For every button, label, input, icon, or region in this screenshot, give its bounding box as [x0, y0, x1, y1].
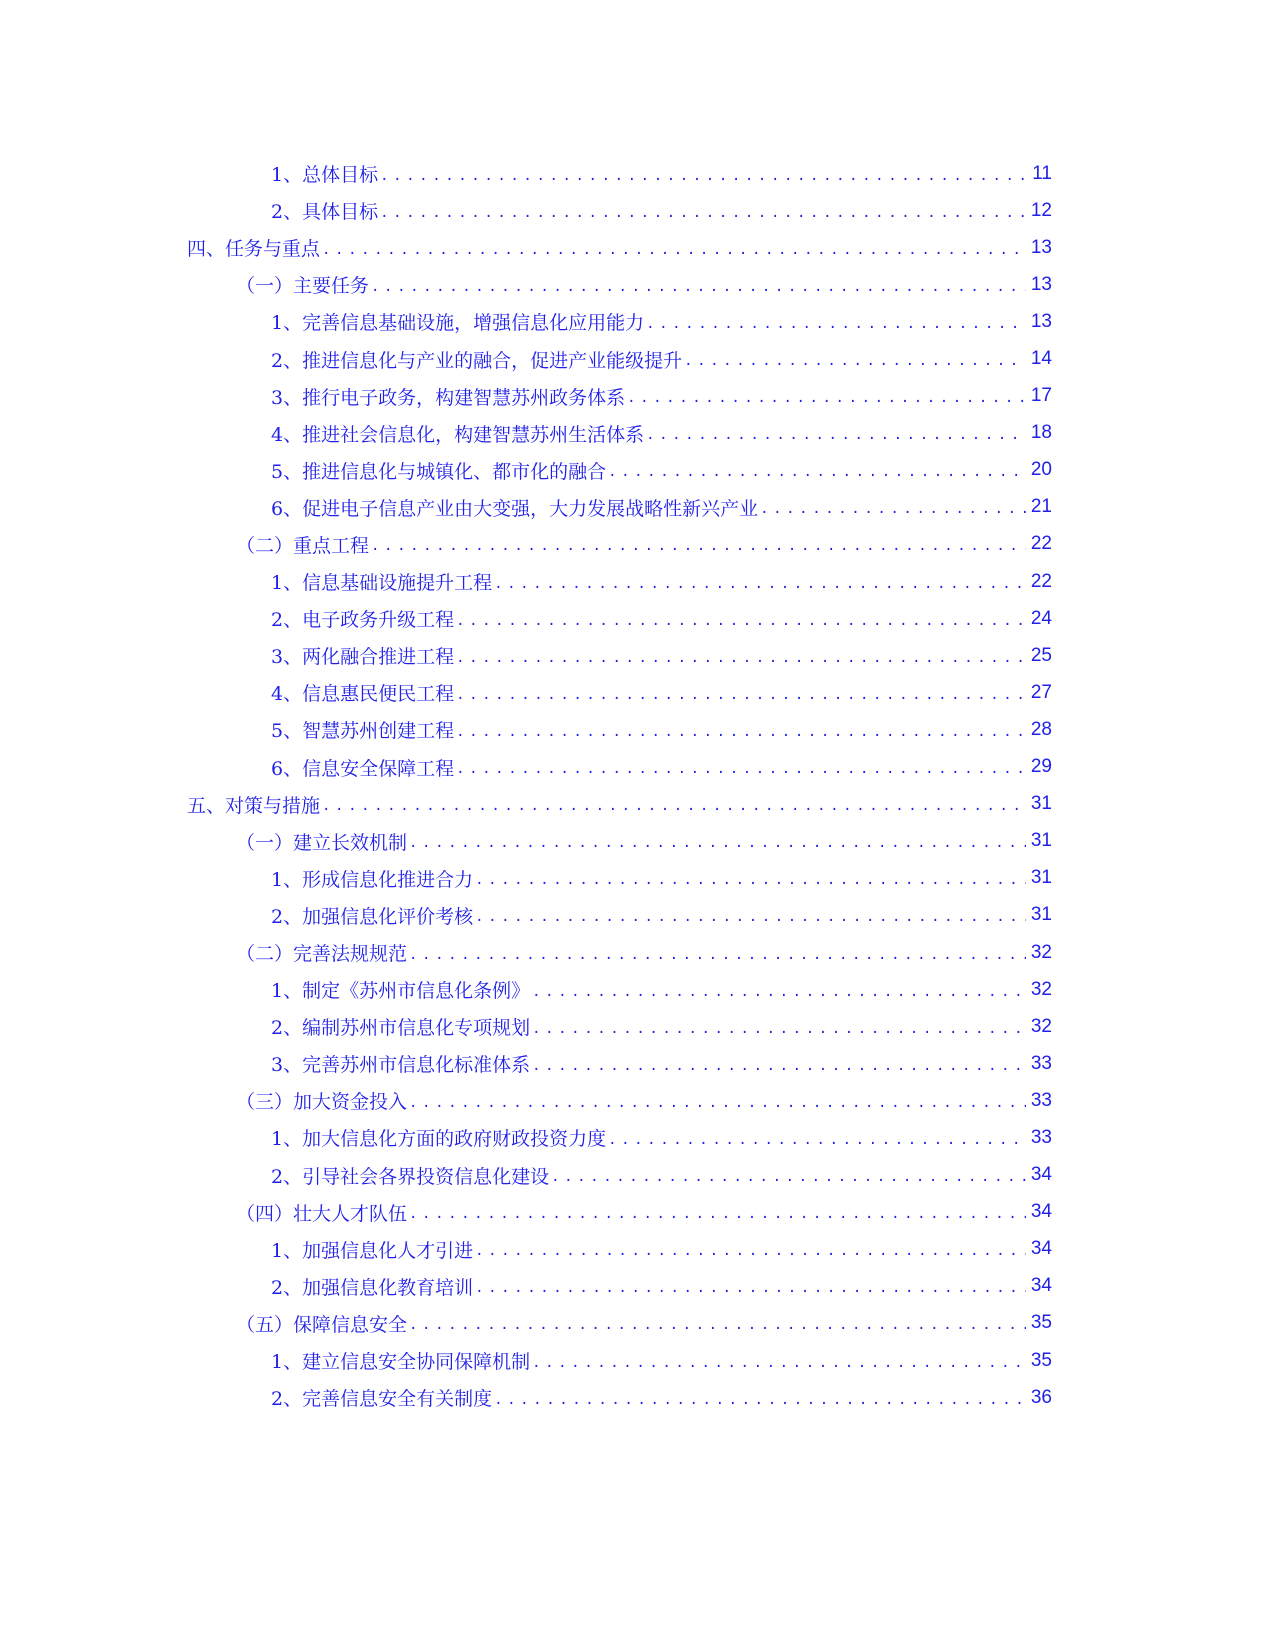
toc-entry-page-number: 36 [1030, 1386, 1052, 1408]
toc-entry-title: 1、加大信息化方面的政府财政投资力度 [271, 1128, 607, 1151]
toc-entry[interactable] [0, 637, 1052, 674]
toc-entry-title: 3、两化融合推进工程 [271, 646, 455, 669]
toc-entry-page-number: 20 [1030, 459, 1052, 481]
toc-entry-title: 2、加强信息化评价考核 [271, 905, 474, 928]
toc-entry-page-number: 33 [1030, 1126, 1052, 1148]
toc-entry-page-number: 27 [1030, 681, 1052, 703]
toc-dot-leader [684, 354, 1026, 368]
toc-entry-title: （一）建立长效机制 [236, 831, 408, 854]
toc-dot-leader [532, 1356, 1026, 1370]
toc-entry-title: 2、引导社会各界投资信息化建设 [271, 1165, 550, 1188]
toc-entry-title: 五、对策与措施 [187, 794, 321, 817]
toc-entry-page-number: 31 [1030, 793, 1052, 815]
toc-dot-leader [322, 799, 1026, 813]
toc-entry-title: 4、推进社会信息化，构建智慧苏州生活体系 [271, 423, 645, 446]
toc-entry-page-number: 33 [1030, 1052, 1052, 1074]
toc-dot-leader [627, 391, 1026, 405]
toc-dot-leader [608, 465, 1026, 479]
toc-entry[interactable] [0, 860, 1052, 897]
toc-dot-leader [371, 280, 1026, 294]
toc-entry[interactable] [0, 823, 1052, 860]
toc-entry-title: 1、信息基础设施提升工程 [271, 572, 493, 595]
toc-entry[interactable] [0, 711, 1052, 748]
toc-entry-page-number: 29 [1030, 756, 1052, 778]
toc-dot-leader [475, 1244, 1026, 1258]
toc-entry-page-number: 21 [1030, 496, 1052, 518]
toc-entry[interactable] [0, 378, 1052, 415]
toc-entry-page-number: 32 [1030, 941, 1052, 963]
toc-dot-leader [475, 910, 1026, 924]
toc-entry[interactable] [0, 786, 1052, 823]
toc-entry[interactable] [0, 1305, 1052, 1342]
toc-entry[interactable] [0, 1342, 1052, 1379]
toc-entry-title: （一）主要任务 [236, 275, 370, 298]
toc-dot-leader [475, 873, 1026, 887]
toc-entry-title: 2、电子政务升级工程 [271, 609, 455, 632]
toc-entry[interactable] [0, 192, 1052, 229]
toc-entry-page-number: 13 [1030, 236, 1052, 258]
toc-entry-title: （四）壮大人才队伍 [236, 1202, 408, 1225]
toc-entry[interactable] [0, 1045, 1052, 1082]
toc-entry-title: （三）加大资金投入 [236, 1091, 408, 1114]
toc-entry-title: 1、完善信息基础设施，增强信息化应用能力 [271, 312, 645, 335]
toc-entry[interactable] [0, 340, 1052, 377]
toc-dot-leader [371, 539, 1026, 553]
toc-dot-leader [532, 1022, 1026, 1036]
toc-entry[interactable] [0, 303, 1052, 340]
toc-entry-page-number: 12 [1030, 199, 1052, 221]
toc-dot-leader [456, 651, 1026, 665]
toc-entry[interactable] [0, 971, 1052, 1008]
toc-entry[interactable] [0, 897, 1052, 934]
toc-dot-leader [551, 1170, 1026, 1184]
toc-entry-title: 四、任务与重点 [187, 238, 321, 261]
toc-entry-page-number: 31 [1030, 867, 1052, 889]
toc-entry-title: 1、总体目标 [271, 164, 379, 187]
toc-entry[interactable] [0, 1194, 1052, 1231]
toc-entry[interactable] [0, 1119, 1052, 1156]
toc-entry-title: 4、信息惠民便民工程 [271, 683, 455, 706]
toc-entry-page-number: 13 [1030, 310, 1052, 332]
toc-entry[interactable] [0, 155, 1052, 192]
toc-entry[interactable] [0, 749, 1052, 786]
toc-dot-leader [532, 1059, 1026, 1073]
toc-entry-page-number: 34 [1030, 1164, 1052, 1186]
toc-dot-leader [608, 1133, 1026, 1147]
toc-entry-title: 2、完善信息安全有关制度 [271, 1388, 493, 1411]
toc-entry-title: 2、编制苏州市信息化专项规划 [271, 1017, 531, 1040]
table-of-contents [0, 155, 1275, 1416]
toc-dot-leader [494, 1393, 1026, 1407]
toc-dot-leader [532, 985, 1026, 999]
toc-entry-title: 1、制定《苏州市信息化条例》 [271, 980, 531, 1003]
toc-entry-title: 5、推进信息化与城镇化、都市化的融合 [271, 460, 607, 483]
toc-entry-page-number: 14 [1030, 348, 1052, 370]
toc-dot-leader [456, 614, 1026, 628]
toc-entry-title: 3、完善苏州市信息化标准体系 [271, 1054, 531, 1077]
toc-entry-page-number: 31 [1030, 830, 1052, 852]
toc-entry-title: 2、具体目标 [271, 201, 379, 224]
toc-entry[interactable] [0, 674, 1052, 711]
toc-entry-title: （二）完善法规规范 [236, 943, 408, 966]
toc-dot-leader [380, 206, 1026, 220]
toc-entry-page-number: 31 [1030, 904, 1052, 926]
toc-entry-page-number: 22 [1030, 570, 1052, 592]
toc-entry-page-number: 34 [1030, 1238, 1052, 1260]
toc-entry-page-number: 35 [1030, 1349, 1052, 1371]
toc-entry[interactable] [0, 415, 1052, 452]
toc-dot-leader [475, 1281, 1026, 1295]
toc-entry-page-number: 22 [1030, 533, 1052, 555]
toc-dot-leader [456, 762, 1026, 776]
toc-entry-page-number: 13 [1030, 273, 1052, 295]
toc-entry-title: （五）保障信息安全 [236, 1313, 408, 1336]
toc-entry-title: 2、推进信息化与产业的融合，促进产业能级提升 [271, 349, 683, 372]
toc-entry-page-number: 24 [1030, 607, 1052, 629]
toc-dot-leader [409, 948, 1026, 962]
toc-entry-title: 1、形成信息化推进合力 [271, 868, 474, 891]
toc-dot-leader [456, 725, 1026, 739]
toc-entry-page-number: 32 [1030, 978, 1052, 1000]
toc-entry-title: 5、智慧苏州创建工程 [271, 720, 455, 743]
toc-dot-leader [646, 428, 1026, 442]
toc-dot-leader [456, 688, 1026, 702]
toc-entry[interactable] [0, 934, 1052, 971]
toc-entry-title: 1、加强信息化人才引进 [271, 1239, 474, 1262]
toc-entry-page-number: 17 [1030, 385, 1052, 407]
toc-entry[interactable] [0, 489, 1052, 526]
toc-entry[interactable] [0, 1268, 1052, 1305]
toc-entry-page-number: 11 [1032, 162, 1052, 184]
toc-entry-page-number: 35 [1030, 1312, 1052, 1334]
toc-entry[interactable] [0, 1157, 1052, 1194]
toc-dot-leader [322, 243, 1026, 257]
toc-entry-title: 3、推行电子政务，构建智慧苏州政务体系 [271, 386, 626, 409]
toc-entry[interactable] [0, 600, 1052, 637]
toc-dot-leader [409, 1207, 1026, 1221]
toc-entry[interactable] [0, 1008, 1052, 1045]
toc-entry-page-number: 28 [1030, 718, 1052, 740]
toc-entry-title: （二）重点工程 [236, 534, 370, 557]
toc-entry-title: 6、信息安全保障工程 [271, 757, 455, 780]
toc-entry[interactable] [0, 563, 1052, 600]
toc-dot-leader [409, 1318, 1026, 1332]
toc-entry[interactable] [0, 452, 1052, 489]
toc-entry[interactable] [0, 526, 1052, 563]
toc-entry-page-number: 34 [1030, 1275, 1052, 1297]
toc-entry-title: 1、建立信息安全协同保障机制 [271, 1351, 531, 1374]
toc-dot-leader [494, 577, 1026, 591]
toc-entry[interactable] [0, 1379, 1052, 1416]
toc-dot-leader [409, 836, 1026, 850]
toc-dot-leader [760, 502, 1026, 516]
toc-dot-leader [646, 317, 1026, 331]
toc-entry-page-number: 34 [1030, 1201, 1052, 1223]
toc-dot-leader [409, 1096, 1026, 1110]
toc-entry[interactable] [0, 1231, 1052, 1268]
toc-entry[interactable] [0, 1082, 1052, 1119]
toc-dot-leader [380, 169, 1026, 183]
toc-entry-page-number: 33 [1030, 1089, 1052, 1111]
toc-entry-title: 6、促进电子信息产业由大变强，大力发展战略性新兴产业 [271, 497, 759, 520]
toc-entry-page-number: 32 [1030, 1015, 1052, 1037]
toc-entry[interactable] [0, 266, 1052, 303]
toc-entry-page-number: 25 [1030, 644, 1052, 666]
toc-entry[interactable] [0, 229, 1052, 266]
toc-entry-page-number: 18 [1030, 422, 1052, 444]
toc-entry-title: 2、加强信息化教育培训 [271, 1276, 474, 1299]
